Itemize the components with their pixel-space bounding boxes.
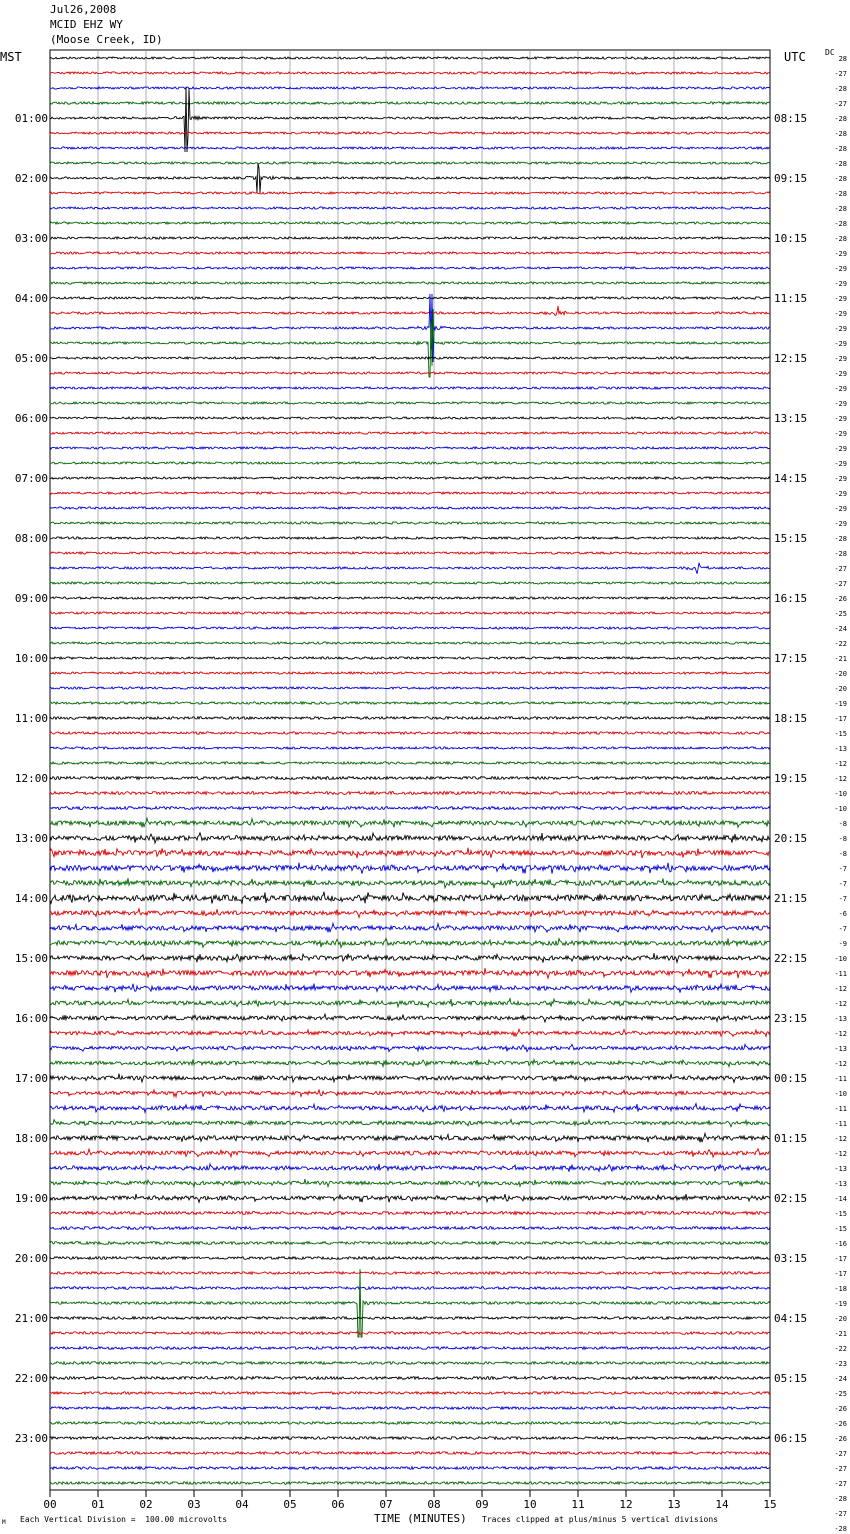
trace-row-11 <box>50 222 770 224</box>
dc-offset-74: -13 <box>834 1165 847 1173</box>
trace-row-52 <box>50 833 770 843</box>
dc-offset-64: -13 <box>834 1015 847 1023</box>
dc-offset-19: -29 <box>834 340 847 348</box>
dc-offset-8: -28 <box>834 175 847 183</box>
dc-offset-42: -20 <box>834 685 847 693</box>
trace-row-23 <box>50 402 770 404</box>
trace-row-76 <box>50 1194 770 1202</box>
mst-label-0: 01:00 <box>14 112 48 125</box>
mst-label-20: 21:00 <box>14 1312 48 1325</box>
trace-row-87 <box>50 1362 770 1365</box>
dc-offset-78: -15 <box>834 1225 847 1233</box>
trace-row-29 <box>50 492 770 494</box>
dc-offset-95: -27 <box>834 1480 847 1488</box>
dc-offset-18: -29 <box>834 325 847 333</box>
dc-offset-17: -29 <box>834 310 847 318</box>
trace-row-53 <box>50 848 770 858</box>
trace-row-65 <box>50 1029 770 1036</box>
dc-offset-54: -7 <box>838 865 847 873</box>
mst-label-10: 11:00 <box>14 712 48 725</box>
x-tick-label-15: 15 <box>763 1498 777 1511</box>
dc-offset-20: -29 <box>834 355 847 363</box>
trace-row-95 <box>50 1482 770 1485</box>
scale-note: Each Vertical Division = 100.00 microvolts <box>20 1515 228 1524</box>
trace-row-66 <box>50 1044 770 1051</box>
dc-offset-79: -16 <box>834 1240 847 1248</box>
trace-row-42 <box>50 687 770 689</box>
trace-row-74 <box>50 1164 770 1172</box>
dc-offset-31: -29 <box>834 520 847 528</box>
trace-row-72 <box>50 1133 770 1142</box>
x-tick-label-5: 05 <box>283 1498 297 1511</box>
trace-row-7 <box>50 162 770 164</box>
trace-row-31 <box>50 522 770 524</box>
trace-row-5 <box>50 132 770 134</box>
mst-label-4: 05:00 <box>14 352 48 365</box>
utc-axis-label: UTC <box>784 50 806 64</box>
trace-row-9 <box>50 192 770 194</box>
utc-labels <box>774 112 807 1445</box>
trace-row-37 <box>50 612 770 614</box>
dc-offset-73: -12 <box>834 1150 847 1158</box>
x-tick-label-11: 11 <box>571 1498 585 1511</box>
trace-row-90 <box>50 1407 770 1410</box>
header-station: MCID EHZ WY <box>50 18 123 31</box>
utc-label-5: 13:15 <box>774 412 808 425</box>
dc-offset-1: -27 <box>834 70 847 78</box>
trace-row-78 <box>50 1227 770 1230</box>
dc-offset-23: -29 <box>834 400 847 408</box>
x-tick-label-2: 02 <box>139 1498 153 1511</box>
x-axis <box>43 1490 776 1511</box>
trace-row-32 <box>50 537 770 539</box>
dc-offset-35: -27 <box>834 580 847 588</box>
trace-row-8 <box>50 164 770 194</box>
dc-offset-13: -29 <box>834 250 847 258</box>
trace-row-1 <box>50 72 770 74</box>
trace-row-73 <box>50 1149 770 1157</box>
dc-offset-57: -6 <box>838 910 847 918</box>
utc-label-8: 16:15 <box>774 592 808 605</box>
dc-offset-34: -27 <box>834 565 847 573</box>
mst-label-16: 17:00 <box>14 1072 48 1085</box>
utc-label-9: 17:15 <box>774 652 808 665</box>
dc-offset-93: -27 <box>834 1450 847 1458</box>
dc-offset-97: -27 <box>834 1510 847 1518</box>
trace-row-19 <box>50 309 770 377</box>
x-tick-label-1: 01 <box>91 1498 105 1511</box>
dc-offset-25: -29 <box>834 430 847 438</box>
utc-label-3: 11:15 <box>774 292 808 305</box>
trace-row-2 <box>50 87 770 89</box>
trace-row-47 <box>50 762 770 764</box>
trace-row-28 <box>50 477 770 479</box>
mst-label-13: 14:00 <box>14 892 48 905</box>
mst-label-12: 13:00 <box>14 832 48 845</box>
dc-offset-94: -27 <box>834 1465 847 1473</box>
dc-offset-44: -17 <box>834 715 847 723</box>
utc-label-11: 19:15 <box>774 772 808 785</box>
trace-row-41 <box>50 672 770 674</box>
dc-offset-62: -12 <box>834 985 847 993</box>
dc-offset-12: -28 <box>834 235 847 243</box>
trace-row-50 <box>50 807 770 810</box>
dc-offset-40: -21 <box>834 655 847 663</box>
utc-label-12: 20:15 <box>774 832 808 845</box>
utc-label-4: 12:15 <box>774 352 808 365</box>
dc-offset-72: -12 <box>834 1135 847 1143</box>
trace-row-38 <box>50 627 770 629</box>
dc-offset-75: -13 <box>834 1180 847 1188</box>
mst-axis-label: MST <box>0 50 22 64</box>
mst-label-6: 07:00 <box>14 472 48 485</box>
trace-row-69 <box>50 1090 770 1097</box>
trace-row-62 <box>50 984 770 993</box>
dc-offset-33: -28 <box>834 550 847 558</box>
dc-offset-58: -7 <box>838 925 847 933</box>
trace-row-6 <box>50 147 770 149</box>
utc-label-7: 15:15 <box>774 532 808 545</box>
x-tick-label-9: 09 <box>475 1498 489 1511</box>
mst-label-17: 18:00 <box>14 1132 48 1145</box>
trace-row-36 <box>50 597 770 599</box>
trace-row-86 <box>50 1347 770 1350</box>
dc-offset-10: -28 <box>834 205 847 213</box>
dc-offset-14: -29 <box>834 265 847 273</box>
trace-row-15 <box>50 282 770 284</box>
trace-row-63 <box>50 999 770 1007</box>
trace-row-91 <box>50 1422 770 1425</box>
dc-offset-66: -13 <box>834 1045 847 1053</box>
dc-offset-labels <box>834 55 847 1534</box>
dc-offset-28: -29 <box>834 475 847 483</box>
trace-row-20 <box>50 357 770 359</box>
dc-offset-46: -13 <box>834 745 847 753</box>
trace-row-75 <box>50 1179 770 1187</box>
dc-offset-53: -8 <box>838 850 847 858</box>
dc-offset-60: -10 <box>834 955 847 963</box>
dc-offset-59: -9 <box>838 940 847 948</box>
dc-offset-80: -17 <box>834 1255 847 1263</box>
dc-offset-27: -29 <box>834 460 847 468</box>
dc-offset-91: -26 <box>834 1420 847 1428</box>
trace-row-51 <box>50 818 770 827</box>
trace-row-44 <box>50 717 770 720</box>
trace-row-49 <box>50 792 770 795</box>
dc-offset-82: -18 <box>834 1285 847 1293</box>
dc-offset-69: -10 <box>834 1090 847 1098</box>
dc-offset-52: -8 <box>838 835 847 843</box>
dc-offset-55: -7 <box>838 880 847 888</box>
utc-label-16: 00:15 <box>774 1072 808 1085</box>
dc-offset-11: -28 <box>834 220 847 228</box>
utc-label-22: 06:15 <box>774 1432 808 1445</box>
trace-row-88 <box>50 1377 770 1380</box>
dc-offset-65: -12 <box>834 1030 847 1038</box>
dc-offset-87: -23 <box>834 1360 847 1368</box>
trace-row-4 <box>50 87 770 152</box>
trace-row-21 <box>50 372 770 374</box>
dc-offset-88: -24 <box>834 1375 847 1383</box>
dc-offset-37: -25 <box>834 610 847 618</box>
dc-offset-24: -29 <box>834 415 847 423</box>
trace-row-80 <box>50 1257 770 1260</box>
utc-label-2: 10:15 <box>774 232 808 245</box>
dc-offset-6: -28 <box>834 145 847 153</box>
trace-row-92 <box>50 1437 770 1440</box>
trace-row-58 <box>50 923 770 932</box>
dc-offset-50: -10 <box>834 805 847 813</box>
mst-label-1: 02:00 <box>14 172 48 185</box>
trace-row-27 <box>50 462 770 464</box>
utc-label-1: 09:15 <box>774 172 808 185</box>
trace-row-0 <box>50 57 770 59</box>
dc-offset-4: -28 <box>834 115 847 123</box>
trace-row-39 <box>50 642 770 644</box>
trace-row-10 <box>50 207 770 209</box>
trace-row-26 <box>50 447 770 449</box>
dc-offset-49: -10 <box>834 790 847 798</box>
dc-offset-3: -27 <box>834 100 847 108</box>
trace-row-77 <box>50 1212 770 1215</box>
trace-row-18 <box>50 294 770 362</box>
trace-row-25 <box>50 432 770 434</box>
x-tick-label-10: 10 <box>523 1498 537 1511</box>
dc-offset-7: -28 <box>834 160 847 168</box>
dc-offset-67: -12 <box>834 1060 847 1068</box>
dc-offset-47: -12 <box>834 760 847 768</box>
trace-row-54 <box>50 863 770 874</box>
trace-row-89 <box>50 1392 770 1395</box>
mst-label-8: 09:00 <box>14 592 48 605</box>
trace-row-48 <box>50 777 770 780</box>
dc-offset-84: -20 <box>834 1315 847 1323</box>
trace-row-34 <box>50 563 770 574</box>
trace-row-79 <box>50 1242 770 1245</box>
dc-offset-43: -19 <box>834 700 847 708</box>
x-axis-title: TIME (MINUTES) <box>374 1512 467 1525</box>
trace-row-61 <box>50 968 770 978</box>
utc-label-19: 03:15 <box>774 1252 808 1265</box>
dc-offset-98: -28 <box>834 1525 847 1533</box>
trace-row-3 <box>50 102 770 104</box>
utc-label-17: 01:15 <box>774 1132 808 1145</box>
trace-row-24 <box>50 417 770 419</box>
dc-offset-63: -12 <box>834 1000 847 1008</box>
trace-row-55 <box>50 878 770 888</box>
mst-label-14: 15:00 <box>14 952 48 965</box>
dc-offset-96: -28 <box>834 1495 847 1503</box>
utc-label-6: 14:15 <box>774 472 808 485</box>
dc-offset-90: -26 <box>834 1405 847 1413</box>
trace-row-14 <box>50 267 770 269</box>
trace-row-22 <box>50 387 770 389</box>
trace-row-83 <box>50 1269 770 1337</box>
trace-row-30 <box>50 507 770 509</box>
mst-label-2: 03:00 <box>14 232 48 245</box>
dc-offset-77: -15 <box>834 1210 847 1218</box>
clip-note: Traces clipped at plus/minus 5 vertical divisions <box>482 1515 719 1524</box>
trace-row-45 <box>50 732 770 734</box>
x-tick-label-12: 12 <box>619 1498 633 1511</box>
dc-offset-32: -28 <box>834 535 847 543</box>
trace-row-17 <box>50 306 770 315</box>
dc-offset-30: -29 <box>834 505 847 513</box>
utc-label-13: 21:15 <box>774 892 808 905</box>
trace-row-43 <box>50 702 770 704</box>
trace-row-94 <box>50 1467 770 1470</box>
trace-row-16 <box>50 297 770 299</box>
dc-offset-81: -17 <box>834 1270 847 1278</box>
x-tick-label-3: 03 <box>187 1498 201 1511</box>
mst-label-21: 22:00 <box>14 1372 48 1385</box>
trace-row-12 <box>50 237 770 239</box>
dc-offset-21: -29 <box>834 370 847 378</box>
dc-offset-45: -15 <box>834 730 847 738</box>
mst-label-18: 19:00 <box>14 1192 48 1205</box>
x-tick-label-7: 07 <box>379 1498 393 1511</box>
x-tick-label-14: 14 <box>715 1498 729 1511</box>
mst-label-19: 20:00 <box>14 1252 48 1265</box>
utc-label-20: 04:15 <box>774 1312 808 1325</box>
dc-offset-9: -28 <box>834 190 847 198</box>
header-location: (Moose Creek, ID) <box>50 33 163 46</box>
x-tick-label-13: 13 <box>667 1498 681 1511</box>
dc-offset-15: -29 <box>834 280 847 288</box>
trace-row-93 <box>50 1452 770 1455</box>
x-tick-label-0: 00 <box>43 1498 57 1511</box>
mst-label-7: 08:00 <box>14 532 48 545</box>
dc-offset-0: 28 <box>838 55 847 63</box>
dc-offset-76: -14 <box>834 1195 847 1203</box>
mst-label-9: 10:00 <box>14 652 48 665</box>
header-date: Jul26,2008 <box>50 3 117 16</box>
dc-offset-71: -11 <box>834 1120 847 1128</box>
trace-row-60 <box>50 953 770 962</box>
dc-offset-56: -7 <box>838 895 847 903</box>
plot-frame <box>50 50 770 1490</box>
trace-row-67 <box>50 1059 770 1066</box>
mst-label-11: 12:00 <box>14 772 48 785</box>
utc-label-14: 22:15 <box>774 952 808 965</box>
mst-label-15: 16:00 <box>14 1012 48 1025</box>
dc-offset-92: -26 <box>834 1435 847 1443</box>
mst-labels <box>15 112 48 1445</box>
trace-row-64 <box>50 1014 770 1022</box>
trace-row-84 <box>50 1317 770 1320</box>
dc-offset-70: -11 <box>834 1105 847 1113</box>
dc-offset-5: -28 <box>834 130 847 138</box>
dc-offset-29: -29 <box>834 490 847 498</box>
trace-row-57 <box>50 909 770 918</box>
dc-offset-36: -26 <box>834 595 847 603</box>
corner-mark: M <box>2 1519 6 1526</box>
dc-offset-83: -19 <box>834 1300 847 1308</box>
traces-group <box>50 57 770 1484</box>
utc-label-10: 18:15 <box>774 712 808 725</box>
dc-offset-26: -29 <box>834 445 847 453</box>
mst-label-22: 23:00 <box>14 1432 48 1445</box>
mst-label-3: 04:00 <box>14 292 48 305</box>
trace-row-46 <box>50 747 770 749</box>
trace-row-82 <box>50 1287 770 1290</box>
utc-label-21: 05:15 <box>774 1372 808 1385</box>
dc-offset-89: -25 <box>834 1390 847 1398</box>
dc-offset-86: -22 <box>834 1345 847 1353</box>
trace-row-13 <box>50 252 770 254</box>
dc-offset-16: -29 <box>834 295 847 303</box>
dc-offset-85: -21 <box>834 1330 847 1338</box>
mst-label-5: 06:00 <box>14 412 48 425</box>
trace-row-56 <box>50 892 770 904</box>
dc-offset-38: -24 <box>834 625 847 633</box>
dc-offset-22: -29 <box>834 385 847 393</box>
trace-row-35 <box>50 582 770 584</box>
utc-label-0: 08:15 <box>774 112 808 125</box>
dc-offset-48: -12 <box>834 775 847 783</box>
dc-offset-39: -22 <box>834 640 847 648</box>
dc-offset-2: -28 <box>834 85 847 93</box>
trace-row-71 <box>50 1120 770 1127</box>
trace-row-81 <box>50 1272 770 1275</box>
trace-row-59 <box>50 938 770 947</box>
utc-label-18: 02:15 <box>774 1192 808 1205</box>
trace-row-70 <box>50 1104 770 1113</box>
trace-row-40 <box>50 657 770 659</box>
x-tick-label-6: 06 <box>331 1498 345 1511</box>
trace-row-33 <box>50 552 770 554</box>
dc-offset-61: -11 <box>834 970 847 978</box>
trace-row-68 <box>50 1074 770 1083</box>
dc-offset-41: -20 <box>834 670 847 678</box>
trace-row-85 <box>50 1332 770 1335</box>
dc-offset-51: -8 <box>838 820 847 828</box>
dc-offset-68: -11 <box>834 1075 847 1083</box>
x-tick-label-4: 04 <box>235 1498 249 1511</box>
x-tick-label-8: 08 <box>427 1498 441 1511</box>
dc-label: DC <box>825 48 835 57</box>
utc-label-15: 23:15 <box>774 1012 808 1025</box>
